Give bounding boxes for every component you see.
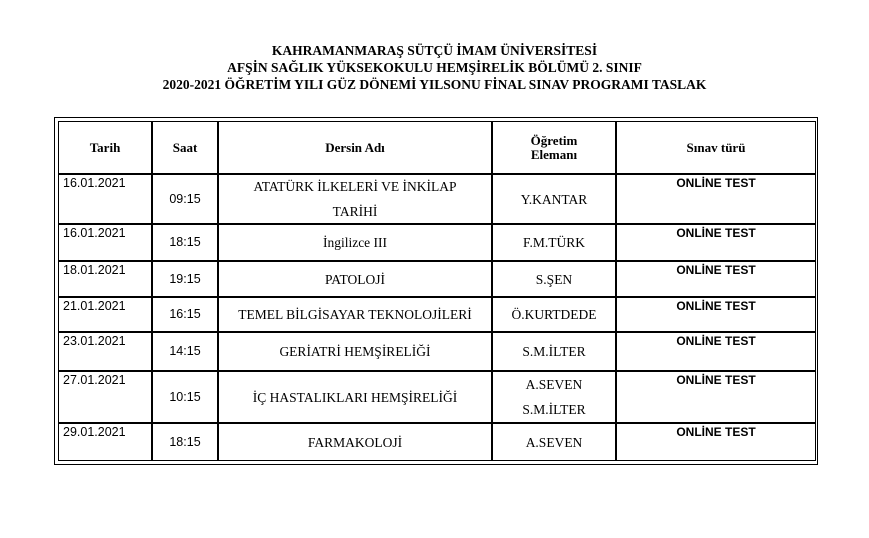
instructor-name-line1: A.SEVEN [525,377,583,392]
table-header-row [58,121,814,174]
instructor-name: F.M.TÜRK [492,224,616,261]
exam-date: 27.01.2021 [58,371,152,423]
course-name-line2: TARİHİ [332,204,378,219]
university-title: KAHRAMANMARAŞ SÜTÇÜ İMAM ÜNİVERSİTESİ [271,43,598,58]
table-row [58,423,814,461]
instructor-name-line2: S.M.İLTER [522,402,586,417]
exam-date: 18.01.2021 [58,261,152,297]
exam-time: 18:15 [152,423,218,461]
exam-type: ONLİNE TEST [616,423,816,461]
column-header-course: Dersin Adı [218,121,492,174]
exam-type: ONLİNE TEST [616,261,816,297]
column-header-instructor [492,121,616,174]
instructor-name [492,371,616,423]
exam-type: ONLİNE TEST [616,297,816,332]
exam-type: ONLİNE TEST [616,174,816,224]
exam-date: 23.01.2021 [58,332,152,371]
schedule-title: 2020-2021 ÖĞRETİM YILI GÜZ DÖNEMİ YILSONU FİNAL SINAV PROGRAMI TASLAK [162,77,707,92]
course-name: PATOLOJİ [218,261,492,297]
exam-time: 14:15 [152,332,218,371]
table-row [58,371,814,423]
exam-time: 10:15 [152,371,218,423]
exam-time: 19:15 [152,261,218,297]
table-row [58,224,814,261]
exam-type: ONLİNE TEST [616,332,816,371]
exam-date: 21.01.2021 [58,297,152,332]
table-row [58,261,814,297]
table-row [58,297,814,332]
course-name: GERİATRİ HEMŞİRELİĞİ [218,332,492,371]
exam-time: 09:15 [152,174,218,224]
course-name: İngilizce III [218,224,492,261]
exam-date: 16.01.2021 [58,174,152,224]
exam-time: 18:15 [152,224,218,261]
department-title: AFŞİN SAĞLIK YÜKSEKOKULU HEMŞİRELİK BÖLÜMÜ 2. SINIF [227,60,642,75]
exam-type: ONLİNE TEST [616,224,816,261]
column-header-exam-type: Sınav türü [616,121,816,174]
exam-date: 16.01.2021 [58,224,152,261]
instructor-name: Ö.KURTDEDE [492,297,616,332]
instructor-name: S.M.İLTER [492,332,616,371]
column-header-date: Tarih [58,121,152,174]
table-row [58,332,814,371]
exam-date: 29.01.2021 [58,423,152,461]
exam-type: ONLİNE TEST [616,371,816,423]
column-header-time: Saat [152,121,218,174]
course-name: TEMEL BİLGİSAYAR TEKNOLOJİLERİ [218,297,492,332]
document-header [0,42,869,93]
instructor-name: Y.KANTAR [492,174,616,224]
instructor-name: A.SEVEN [492,423,616,461]
column-header-instructor-line1: Öğretim [530,132,578,148]
course-name: FARMAKOLOJİ [218,423,492,461]
instructor-name: S.ŞEN [492,261,616,297]
exam-schedule-table [54,117,818,465]
exam-time: 16:15 [152,297,218,332]
course-name [218,174,492,224]
course-name: İÇ HASTALIKLARI HEMŞİRELİĞİ [218,371,492,423]
column-header-instructor-line2: Elemanı [530,146,578,162]
table-row [58,174,814,224]
course-name-line1: ATATÜRK İLKELERİ VE İNKİLAP [253,179,457,194]
